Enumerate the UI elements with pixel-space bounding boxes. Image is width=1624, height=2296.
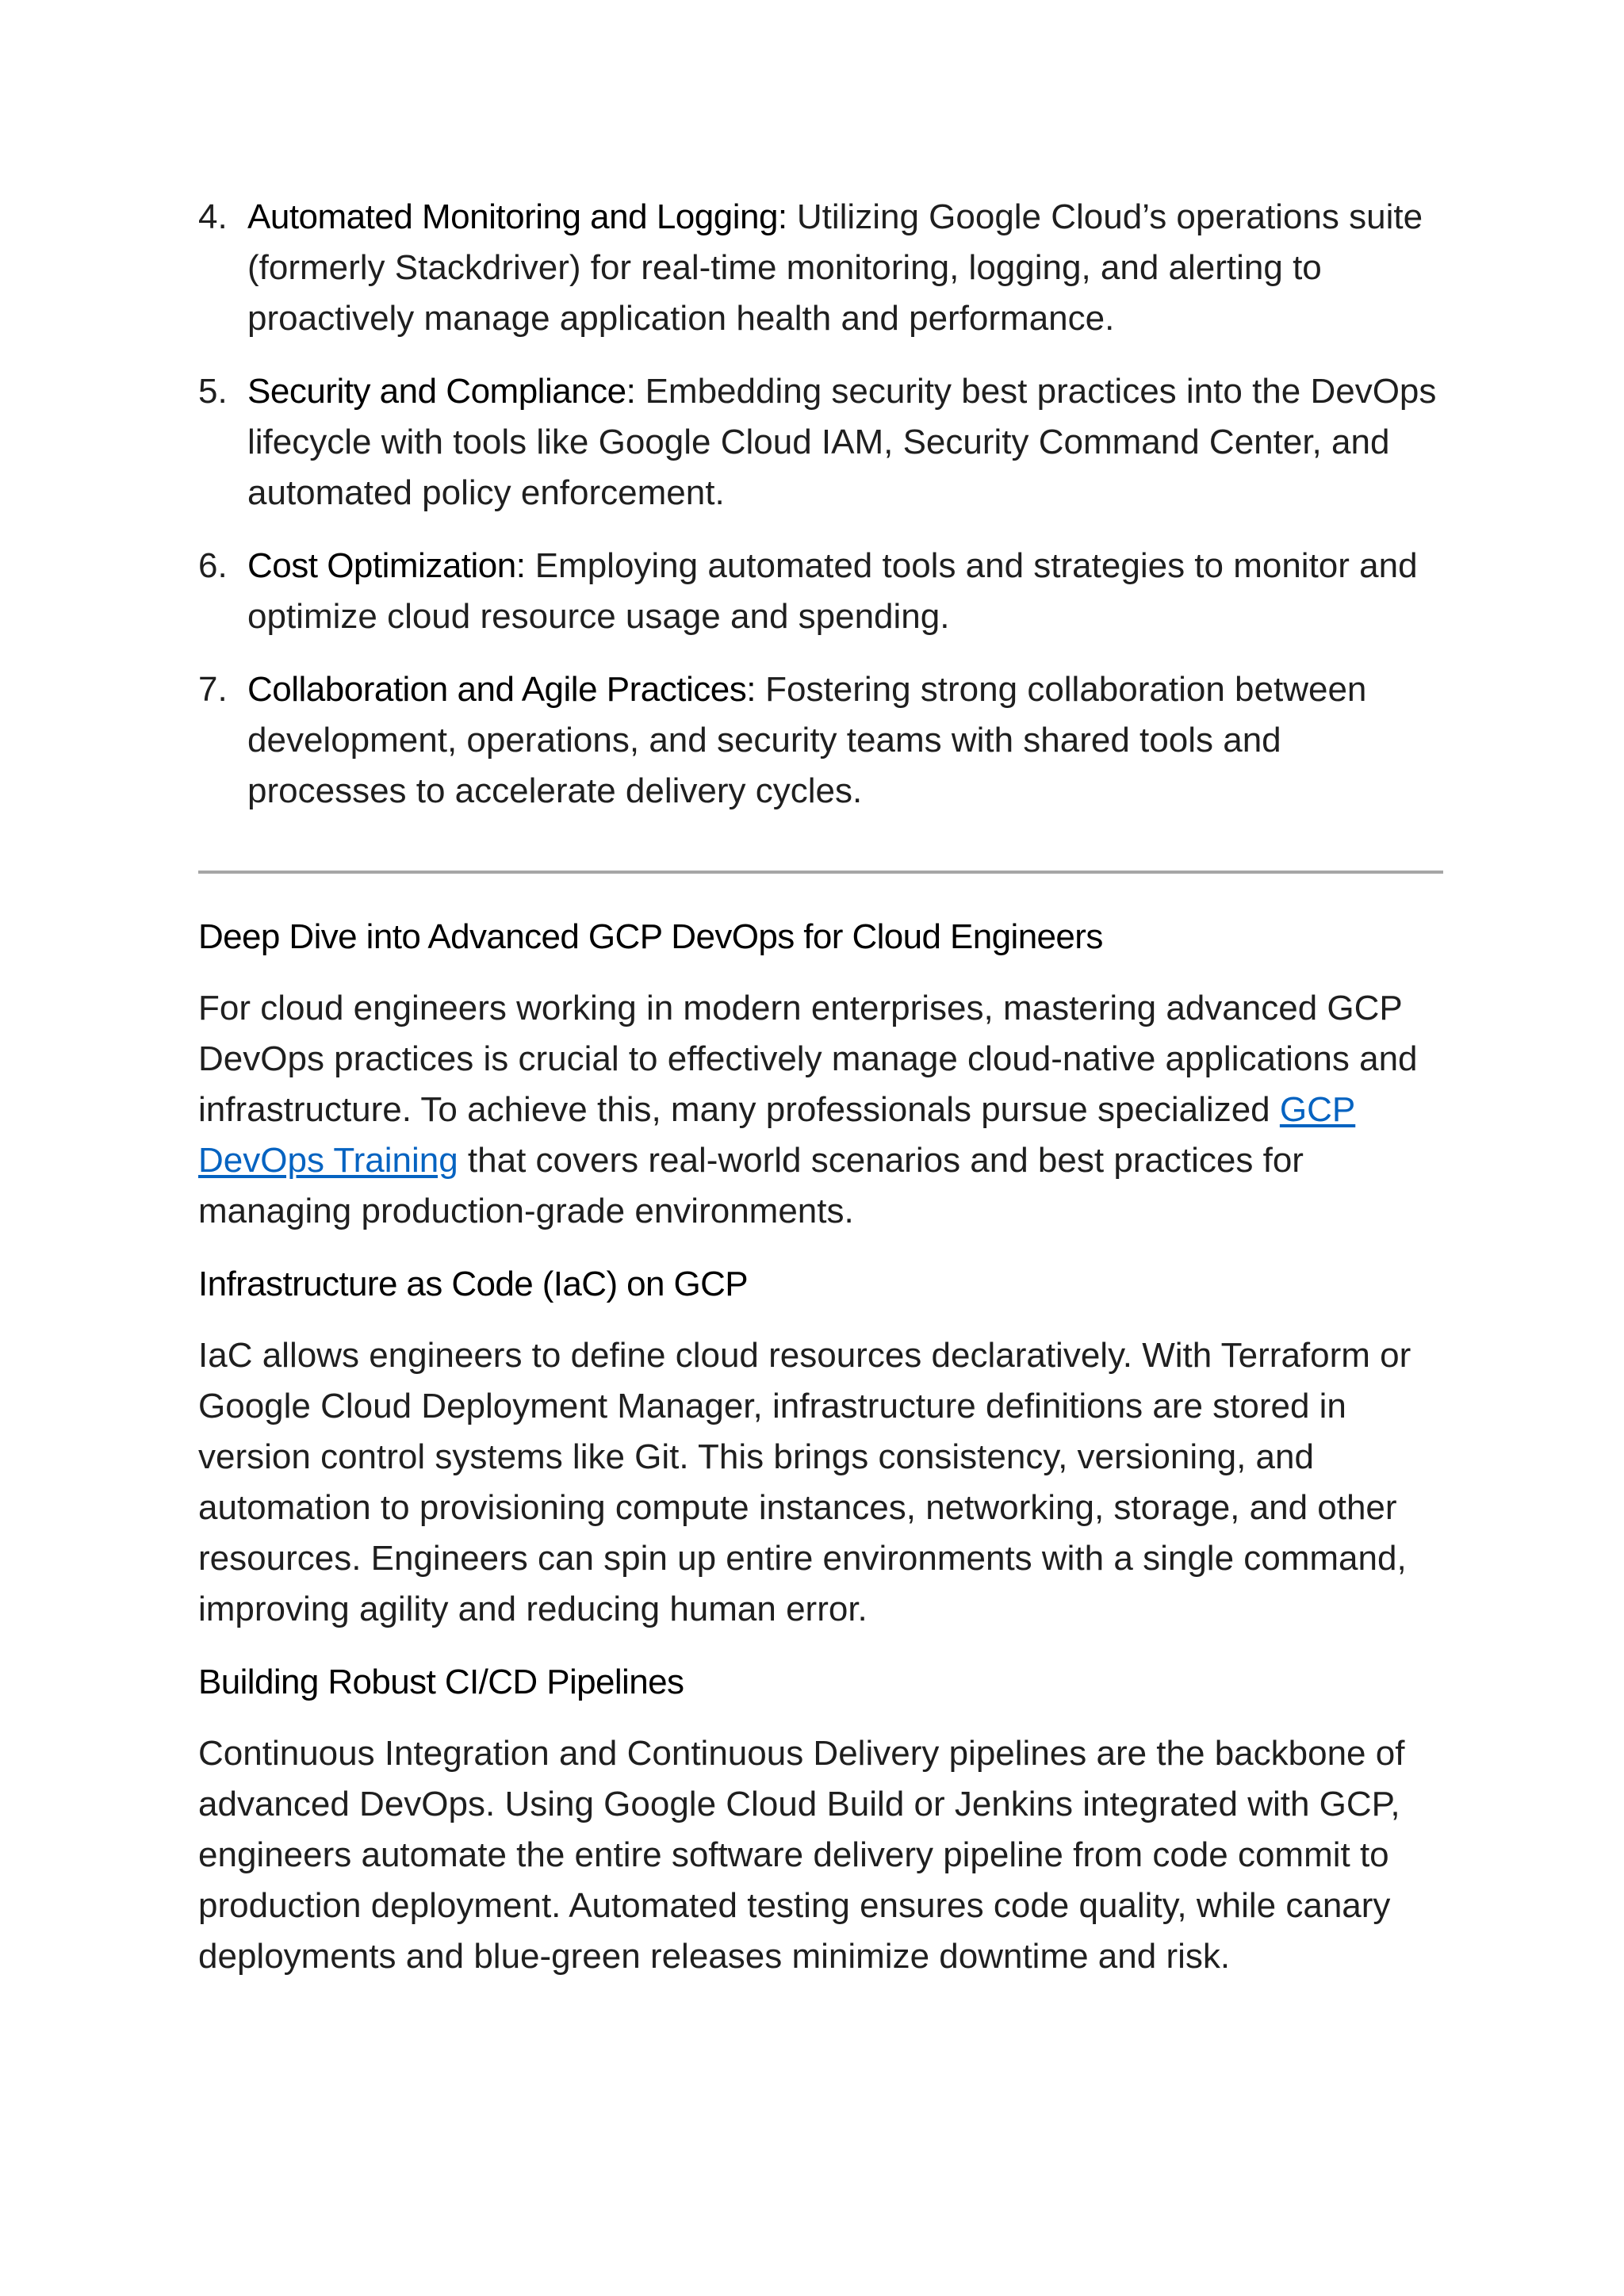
list-item-number: 4. xyxy=(198,197,228,236)
list-item xyxy=(198,366,1443,519)
list-item xyxy=(198,541,1443,642)
section-heading-deep-dive: Deep Dive into Advanced GCP DevOps for Cloud Engineers xyxy=(198,917,1103,956)
section-paragraph-deep-dive xyxy=(198,983,1443,1237)
gcp-devops-training-link[interactable]: GCP DevOps Training xyxy=(198,1090,1356,1180)
list-item-text: Employing automated tools and strategies to monitor and optimize cloud resource usage and spending. xyxy=(247,546,1418,636)
list-item-number: 6. xyxy=(198,546,228,585)
list-item-term: Collaboration and Agile Practices: xyxy=(247,670,756,709)
list-item-term: Automated Monitoring and Logging: xyxy=(247,197,787,236)
paragraph-text: that covers real-world scenarios and best practices for managing production-grade environments. xyxy=(198,1141,1304,1230)
list-item-text: Fostering strong collaboration between development, operations, and security teams with shared tools and processes to accelerate delivery cycles. xyxy=(247,670,1367,810)
section-heading-cicd: Building Robust CI/CD Pipelines xyxy=(198,1663,684,1701)
list-item-text: Utilizing Google Cloud’s operations suite (formerly Stackdriver) for real-time monitoring, logging, and alerting to proactively manage application health and performance. xyxy=(247,197,1423,338)
list-item-text: Embedding security best practices into the DevOps lifecycle with tools like Google Cloud IAM, Security Command Center, and automated policy enforcement. xyxy=(247,372,1437,512)
section-paragraph-iac: IaC allows engineers to define cloud resources declaratively. With Terraform or Google Cloud Deployment Manager, infrastructure definitions are stored in version control systems like Git. This brings consistency, versioning, and automation to provisioning compute instances, networking, storage, and other resources. Engineers can spin up entire environments with a single command, improving agility and reducing human error. xyxy=(198,1336,1411,1628)
list-item-number: 7. xyxy=(198,670,228,709)
list-item-term: Security and Compliance: xyxy=(247,372,636,411)
section-heading-iac: Infrastructure as Code (IaC) on GCP xyxy=(198,1265,749,1303)
document-page xyxy=(198,192,1443,2004)
list-item xyxy=(198,192,1443,344)
list-item-number: 5. xyxy=(198,372,228,411)
section-paragraph-cicd: Continuous Integration and Continuous Delivery pipelines are the backbone of advanced DevOps. Using Google Cloud Build or Jenkins integrated with GCP, engineers automate the entire software delivery pipeline from code commit to production deployment. Automated testing ensures code quality, while canary deployments and blue-green releases minimize downtime and risk. xyxy=(198,1734,1405,1976)
numbered-list xyxy=(198,192,1443,817)
horizontal-divider xyxy=(198,871,1443,874)
paragraph-text: For cloud engineers working in modern enterprises, mastering advanced GCP DevOps practices is crucial to effectively manage cloud-native applications and infrastructure. To achieve this, many professionals pursue specialized xyxy=(198,989,1418,1129)
list-item xyxy=(198,664,1443,817)
list-item-term: Cost Optimization: xyxy=(247,546,526,585)
